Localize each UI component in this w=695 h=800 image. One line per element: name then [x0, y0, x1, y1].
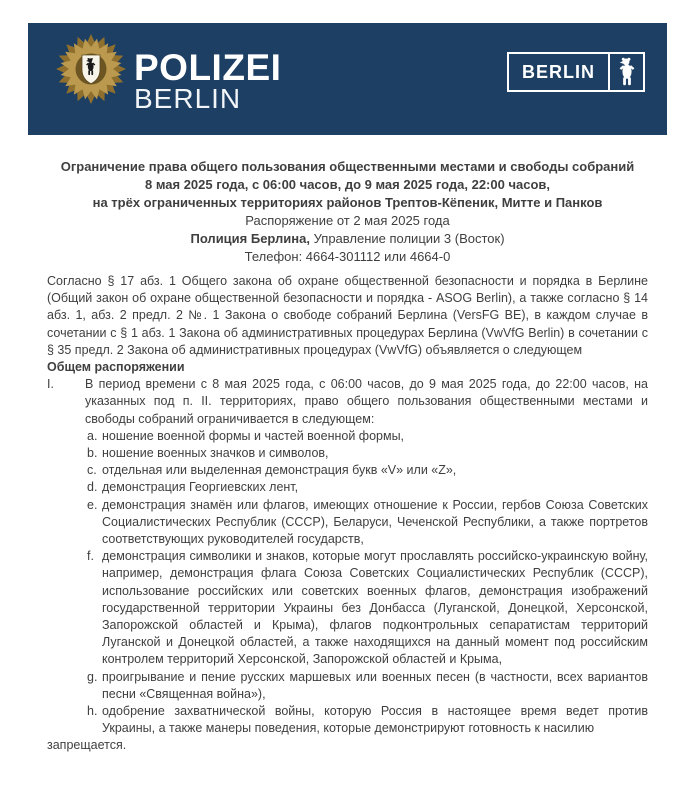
order-date-line: Распоряжение от 2 мая 2025 года: [245, 213, 450, 228]
restriction-item-e: [85, 497, 648, 549]
title-line-1: Ограничение права общего пользования общественными местами и свободы собраний: [60, 159, 635, 174]
berlin-box-label: BERLIN: [522, 61, 595, 82]
restriction-item-c: [85, 462, 648, 479]
section-one-marker: I.: [47, 377, 54, 392]
restriction-item-h: [85, 703, 648, 737]
item-text: ношение военных значков и символов,: [102, 446, 329, 461]
item-marker: d.: [87, 480, 98, 495]
decree-heading: Общем распоряжении: [47, 360, 185, 375]
restriction-item-f: [85, 548, 648, 668]
restriction-item-d: [85, 479, 648, 496]
item-text: ношение военной формы и частей военной формы,: [102, 428, 405, 443]
item-text: одобрение захватнической войны, которую Россия в настоящее время ведет против Украины, а также манеры поведения, которые демонстрируют готовность к насилию: [102, 704, 648, 736]
document-title-block: [47, 158, 648, 266]
restriction-item-g: [85, 669, 648, 703]
section-one-intro: В период времени с 8 мая 2025 года, с 06:00 часов, до 9 мая 2025 года, до 22:00 часов, на указанных под п. II. территориях, право общего пользования общественными местами и свободы собраний ограничивается в следующем:: [85, 377, 648, 426]
restriction-item-a: [85, 428, 648, 445]
phone-line: Телефон: 4664-301112 или 4664-0: [244, 249, 451, 264]
berlin-logo-box: [507, 52, 645, 92]
item-marker: e.: [87, 497, 98, 512]
item-text: демонстрация Георгиевских лент,: [102, 480, 299, 495]
item-text: демонстрация символики и знаков, которые могут прославлять российско-украинскую войну, например, демонстрация флага Союза Советских Социалистических Республик (СССР), использование российских или советских военных флагов, демонстрация изображений государственной территории Украины без Донбасса (Луганской, Донецкой, Херсонской, Запорожской областей и Крыма), флагов подконтрольных сепаратистам территорий Луганской и Донецкой областей, а также находящихся на данный момент под российским контролем территорий Херсонской, Запорожской областей и Крыма,: [102, 549, 648, 667]
item-marker: b.: [87, 446, 98, 461]
item-marker: h.: [87, 704, 98, 719]
brand-polizei-text: POLIZEI: [134, 47, 282, 88]
item-marker: g.: [87, 669, 98, 684]
item-text: демонстрация знамён или флагов, имеющих отношение к России, гербов Союза Советских Социалистических Республик (СССР), Беларуси, Чеченской Республики, а также портретов соответствующих руководителей государств,: [102, 497, 648, 547]
legal-basis-paragraph: Согласно § 17 абз. 1 Общего закона об охране общественной безопасности и порядка в Берлине (Общий закон об охране общественной безопасности и порядка - ASOG Berlin), а также согласно § 14 абз. 1, абз. 2 предл. 2 №. 1 Закона о свободе собраний Берлина (VersFG BE), в каждом случае в сочетании с § 1 абз. 1 Закона об административных процедурах Берлина (VwVfG Berlin) в сочетании с § 35 предл. 2 Закона об административных процедурах (VwVfG) объявляется о следующем: [47, 274, 648, 357]
item-marker: f.: [87, 549, 94, 564]
authority-line: [47, 230, 648, 248]
closing-line: запрещается.: [47, 738, 127, 753]
authority-division: Управление полиции 3 (Восток): [310, 231, 505, 246]
police-star-badge-icon: [55, 33, 127, 105]
authority-name: Полиция Берлина,: [190, 231, 310, 246]
decree-document: [47, 135, 648, 755]
section-one-body: [85, 376, 648, 737]
brand-wordmark: [134, 47, 282, 114]
item-marker: c.: [87, 463, 97, 478]
item-text: проигрывание и пение русских маршевых или военных песен (в частности, всех вариантов песни «Священная война»),: [102, 669, 648, 701]
police-header-banner: [28, 23, 667, 135]
item-marker: a.: [87, 428, 98, 443]
title-line-2: 8 мая 2025 года, с 06:00 часов, до 9 мая 2025 года, 22:00 часов,: [144, 177, 550, 192]
berlin-bear-icon: [610, 54, 643, 90]
brand-berlin-text: BERLIN: [134, 83, 242, 114]
title-line-3: на трёх ограниченных территориях районов Трептов-Кёпеник, Митте и Панков: [92, 195, 603, 210]
restriction-item-b: [85, 445, 648, 462]
section-one: [47, 376, 648, 737]
item-text: отдельная или выделенная демонстрация букв «V» или «Z»,: [102, 463, 457, 478]
